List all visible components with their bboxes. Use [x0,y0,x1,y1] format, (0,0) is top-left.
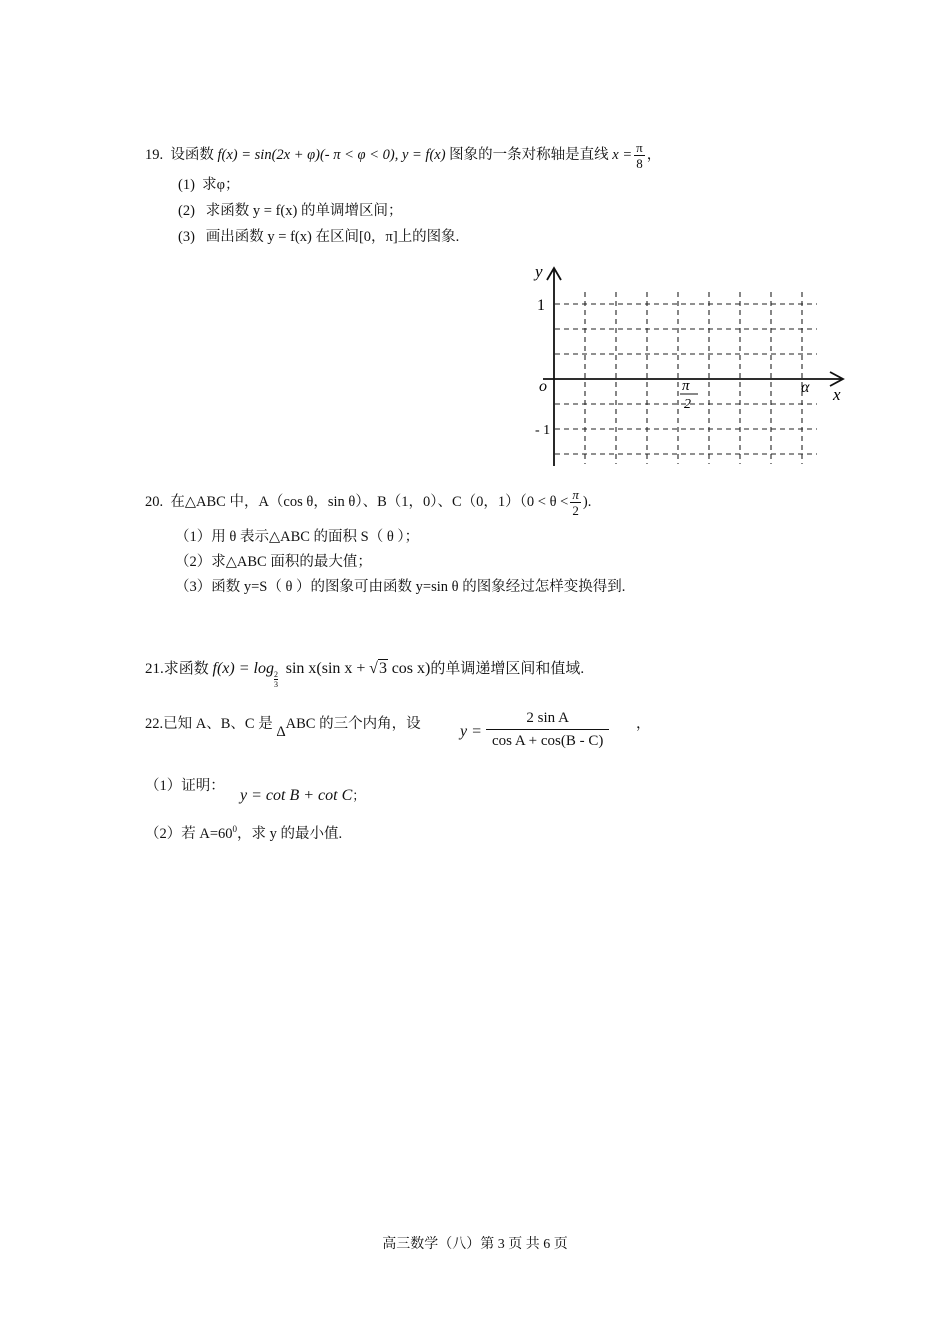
x-axis-label: x [833,385,841,404]
q21-stem: 21.求函数 f(x) = log $\frac{2}{3}$ sin x(sin x + √3 cos x)的单调递增区间和值域. [145,660,585,689]
q19-part2: (2) 求函数 y = f(x) 的单调增区间； [178,203,403,219]
triangle-symbol: Δ [276,724,286,740]
q22-fraction: 2 sin A cos A + cos(B - C) [486,710,609,750]
q19-part1: (1) 求φ； [178,177,240,193]
question-number: 20. [145,493,164,510]
coordinate-grid [525,258,855,470]
q20-stem: 20. 在△ABC 中，A（cos θ，sin θ）、B（1，0）、C（0，1）（0 < θ < $\frac{\pi}{2}$ ). [145,487,592,518]
q21-formula-f: f(x) = log [212,660,274,677]
q22-part2: （2）若 $A=60^0$，求 y 的最小值. [145,824,343,842]
q20-part3: （3）函数 y=S（ θ ）的图象可由函数 y=sin θ 的图象经过怎样变换得到. [175,579,626,595]
q20-fraction: $\frac{\pi}{2}$ [572,487,579,518]
q22-part1-formula: y = cot B + cot C； [240,787,366,804]
y-axis-label: y [535,262,543,281]
page-footer: 高三数学（八）第 3 页 共 6 页 [382,1237,568,1252]
x-tick-pi-over-2-num: π [682,378,690,394]
q22-part1: （1）证明： [145,778,225,794]
q21-log-base: $\frac{2}{3}$ [273,670,278,689]
q19-stem: 19. 设函数 f(x) = sin(2x + φ)(- π < φ < 0), y = f(x) 图象的一条对称轴是直线 x = $\frac{\pi}{8}$ ， [145,140,662,171]
question-number: 19. [145,146,164,163]
q22-y-lhs: y = [460,723,482,740]
q20-part2: （2）求△ABC 面积的最大值； [175,554,372,570]
q19-formula: f(x) = sin(2x + φ)(- π < φ < 0), y = f(x) [217,146,446,163]
y-tick-1: 1 [537,297,545,314]
x-tick-pi-over-2-den: 2 [684,397,691,412]
q19-part3: (3) 画出函数 y = f(x) 在区间[0，π]上的图象. [178,229,460,245]
x-tick-alpha: α [801,379,810,396]
q20-part1: （1）用 θ 表示△ABC 的面积 S（ θ ）； [175,529,420,545]
q19-axis-fraction: $\frac{\pi}{8}$ [636,140,643,171]
origin-label: o [539,378,547,395]
question-number: 21. [145,661,164,677]
y-tick-minus-1: - 1 [535,423,551,438]
question-number: 22. [145,716,164,732]
q22-stem: 22.已知 A、B、C 是 ΔABC 的三个内角，设 [145,716,421,740]
